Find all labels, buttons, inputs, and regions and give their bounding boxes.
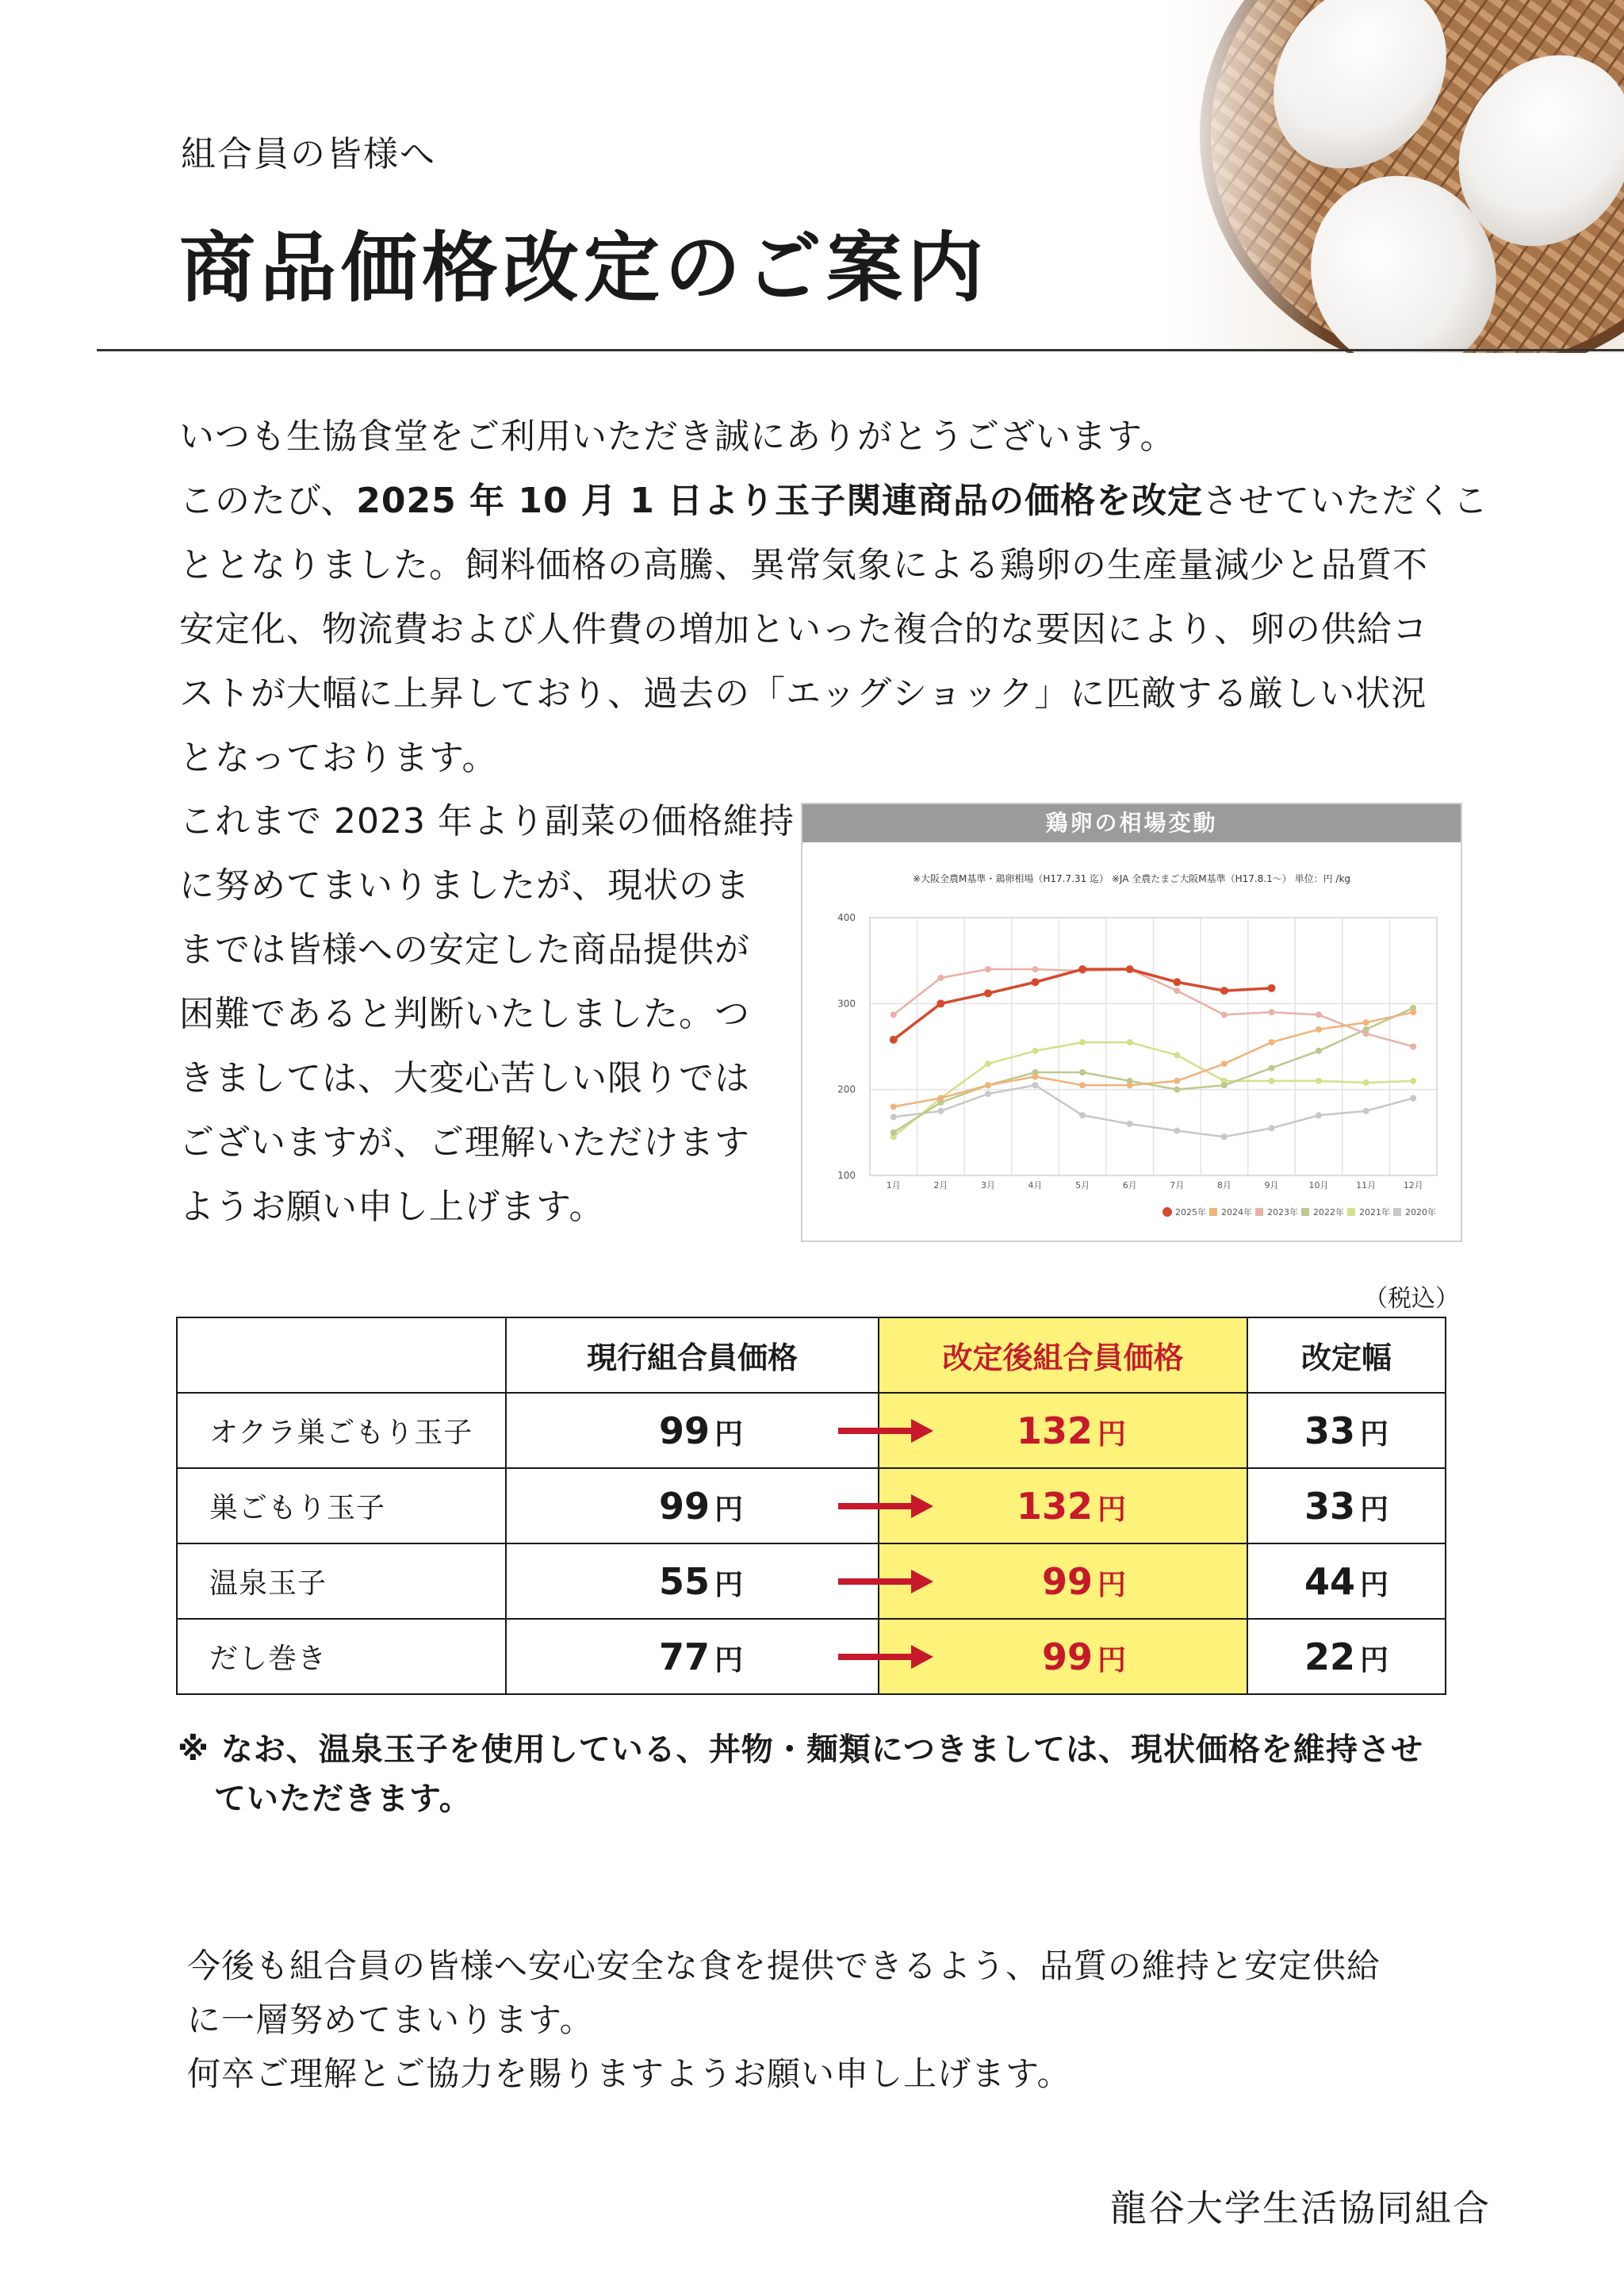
data-point <box>1078 965 1086 973</box>
side-paragraph <box>179 789 798 1239</box>
current-price: 55 円 <box>658 1559 743 1603</box>
x-tick-label: 9月 <box>1264 1180 1279 1191</box>
current-price: 99 円 <box>658 1409 743 1452</box>
legend-marker <box>1255 1208 1263 1216</box>
data-point <box>891 1129 897 1136</box>
closing-paragraph <box>187 1939 1381 2101</box>
x-tick-label: 3月 <box>980 1180 995 1191</box>
x-tick-label: 7月 <box>1170 1180 1185 1191</box>
side-line: これまで 2023 年より副菜の価格維持 <box>179 801 795 842</box>
data-point <box>1268 1078 1274 1084</box>
data-point <box>1410 1044 1416 1050</box>
data-point <box>1221 1133 1228 1140</box>
new-price: 99 円 <box>1041 1635 1126 1678</box>
table-row <box>177 1393 1446 1468</box>
data-point <box>1268 1009 1274 1015</box>
legend-label: 2021年 <box>1359 1207 1390 1217</box>
page-title: 商品価格改定のご案内 <box>179 224 988 313</box>
table-row <box>177 1543 1446 1619</box>
data-point <box>1220 987 1228 995</box>
x-tick-label: 4月 <box>1028 1180 1043 1191</box>
side-line: きましては、大変心苦しい限りでは <box>179 1058 750 1099</box>
data-point <box>1079 1069 1086 1076</box>
side-line: までは皆様への安定した商品提供が <box>179 930 750 970</box>
closing-line: に一層努めてまいります。 <box>187 2000 594 2039</box>
price-difference: 22 円 <box>1247 1619 1446 1694</box>
legend-marker <box>1209 1208 1217 1216</box>
side-line: ございますが、ご理解いただけます <box>179 1122 750 1163</box>
chart-title: 鶏卵の相場変動 <box>802 804 1461 842</box>
chart-subtitle: ※大阪全農M基準・鶏卵相場（H17.7.31 迄） ※JA 全農たまご大阪M基準（H17.8.1～） 単位：円 /kg <box>912 873 1351 884</box>
data-point <box>1221 1060 1228 1067</box>
data-point <box>1410 1095 1416 1102</box>
data-point <box>1127 1039 1133 1045</box>
note-line: ※ なお、温泉玉子を使用している、丼物・麺類につきましては、現状価格を維持させ <box>178 1731 1424 1768</box>
table-header-row <box>177 1317 1446 1393</box>
legend-label: 2023年 <box>1267 1207 1298 1217</box>
x-tick-label: 10月 <box>1308 1180 1329 1191</box>
current-price: 99 円 <box>658 1484 743 1528</box>
price-difference: 33 円 <box>1247 1468 1446 1543</box>
data-point <box>1174 1078 1180 1084</box>
data-point <box>1316 1048 1322 1054</box>
current-price: 77 円 <box>658 1635 743 1678</box>
data-point <box>1268 1065 1274 1072</box>
data-point <box>1032 966 1039 972</box>
table-row <box>177 1619 1446 1694</box>
intro-line: ストが大幅に上昇しており、過去の「エッグショック」に匹敵する厳しい状況 <box>179 673 1427 714</box>
data-point <box>1174 1052 1180 1058</box>
legend-label: 2024年 <box>1221 1207 1252 1217</box>
data-point <box>1268 1039 1274 1045</box>
intro-line: このたび、2025 年 10 月 1 日より玉子関連商品の価格を改定させていただくこ <box>179 481 1489 521</box>
data-point <box>1316 1112 1322 1118</box>
arrow-right-icon <box>838 1645 933 1669</box>
series-line <box>894 969 1272 1040</box>
x-tick-label: 6月 <box>1122 1180 1137 1191</box>
x-tick-label: 8月 <box>1216 1180 1231 1191</box>
data-point <box>1410 1009 1416 1015</box>
x-tick-label: 12月 <box>1403 1180 1423 1191</box>
side-line: 困難であると判断いたしました。つ <box>179 994 750 1034</box>
data-point <box>1221 1082 1228 1088</box>
price-difference: 33 円 <box>1247 1393 1446 1468</box>
data-point <box>1032 1048 1039 1054</box>
new-price: 132 円 <box>1016 1409 1126 1452</box>
data-point <box>1221 1011 1228 1018</box>
intro-line: となっております。 <box>179 738 498 778</box>
data-point <box>1363 1030 1369 1037</box>
data-point <box>1079 1112 1086 1118</box>
legend-label: 2022年 <box>1313 1207 1344 1217</box>
data-point <box>1126 965 1134 973</box>
data-point <box>985 1082 991 1088</box>
product-name: オクラ巣ごもり玉子 <box>177 1393 506 1468</box>
price-difference: 44 円 <box>1247 1543 1446 1619</box>
data-point <box>1174 1087 1180 1093</box>
y-tick-label: 100 <box>837 1170 856 1181</box>
y-tick-label: 400 <box>837 912 856 923</box>
arrow-right-icon <box>838 1419 933 1443</box>
data-point <box>891 1103 897 1110</box>
data-point <box>1316 1026 1322 1033</box>
x-tick-label: 2月 <box>933 1180 948 1191</box>
data-point <box>890 1036 898 1044</box>
data-point <box>1079 1082 1086 1088</box>
data-point <box>937 1108 944 1114</box>
data-point <box>1032 978 1040 986</box>
data-point <box>1032 1082 1039 1088</box>
data-point <box>1127 1082 1133 1088</box>
product-name: 巣ごもり玉子 <box>177 1468 506 1543</box>
greeting: 組合員の皆様へ <box>181 134 436 174</box>
data-point <box>1410 1078 1416 1084</box>
product-name: 温泉玉子 <box>177 1543 506 1619</box>
data-point <box>1173 978 1181 986</box>
header-divider <box>97 349 1624 351</box>
table-row <box>177 1468 1446 1543</box>
price-table <box>176 1317 1446 1695</box>
header-price-difference: 改定幅 <box>1247 1317 1446 1393</box>
closing-line: 今後も組合員の皆様へ安心安全な食を提供できるよう、品質の維持と安定供給 <box>187 1946 1381 1985</box>
data-point <box>985 966 991 972</box>
data-point <box>1363 1019 1369 1026</box>
new-price: 132 円 <box>1016 1484 1126 1528</box>
data-point <box>984 989 992 997</box>
data-point <box>1032 1073 1039 1079</box>
intro-line: ととなりました。飼料価格の高騰、異常気象による鶏卵の生産量減少と品質不 <box>179 545 1428 585</box>
y-tick-label: 300 <box>837 998 856 1010</box>
y-tick-label: 200 <box>837 1083 856 1095</box>
x-tick-label: 1月 <box>886 1180 901 1191</box>
tax-note: （税込） <box>1364 1285 1459 1313</box>
data-point <box>1079 1039 1086 1045</box>
legend-marker <box>1301 1208 1309 1216</box>
egg-price-chart <box>801 803 1462 1242</box>
data-point <box>936 999 944 1007</box>
legend-label: 2025年 <box>1175 1207 1206 1217</box>
data-point <box>1174 1128 1180 1134</box>
data-point <box>891 1011 897 1018</box>
data-point <box>1267 984 1275 992</box>
data-point <box>985 1091 991 1097</box>
signature: 龍谷大学生活協同組合 <box>1110 2187 1491 2230</box>
data-point <box>1363 1108 1369 1114</box>
header-current-price: 現行組合員価格 <box>506 1317 879 1393</box>
data-point <box>937 1095 944 1102</box>
side-line: ようお願い申し上げます。 <box>179 1187 605 1227</box>
header-product <box>177 1317 506 1393</box>
data-point <box>937 975 944 981</box>
data-point <box>985 1060 991 1067</box>
legend-marker <box>1393 1208 1401 1216</box>
data-point <box>1174 987 1180 994</box>
chart-plot <box>802 842 1461 1239</box>
data-point <box>1316 1011 1322 1018</box>
note-line: ていただきます。 <box>214 1781 472 1817</box>
data-point <box>1363 1079 1369 1086</box>
x-tick-label: 11月 <box>1356 1180 1377 1191</box>
note <box>178 1725 1423 1823</box>
arrow-right-icon <box>838 1570 933 1593</box>
legend-marker <box>1347 1208 1355 1216</box>
arrow-right-icon <box>838 1494 933 1518</box>
new-price: 99 円 <box>1041 1559 1126 1603</box>
header-new-price: 改定後組合員価格 <box>879 1317 1247 1393</box>
legend-label: 2020年 <box>1405 1207 1436 1217</box>
intro-line: いつも生協食堂をご利用いただき誠にありがとうございます。 <box>179 416 1176 457</box>
eggs-photo <box>1166 0 1624 353</box>
data-point <box>891 1114 897 1120</box>
intro-paragraph <box>179 405 1489 790</box>
side-line: に努めてまいりましたが、現状のま <box>179 865 750 906</box>
data-point <box>1268 1125 1274 1131</box>
effective-date-emphasis: 2025 年 10 月 1 日より玉子関連商品の価格を改定 <box>356 481 1204 521</box>
product-name: だし巻き <box>177 1619 506 1694</box>
x-tick-label: 5月 <box>1075 1180 1090 1191</box>
closing-line: 何卒ご理解とご協力を賜りますようお願い申し上げます。 <box>187 2054 1071 2093</box>
legend-marker <box>1162 1207 1172 1217</box>
intro-line: 安定化、物流費および人件費の増加といった複合的な要因により、卵の供給コ <box>179 609 1428 650</box>
data-point <box>1127 1121 1133 1127</box>
data-point <box>1316 1078 1322 1084</box>
